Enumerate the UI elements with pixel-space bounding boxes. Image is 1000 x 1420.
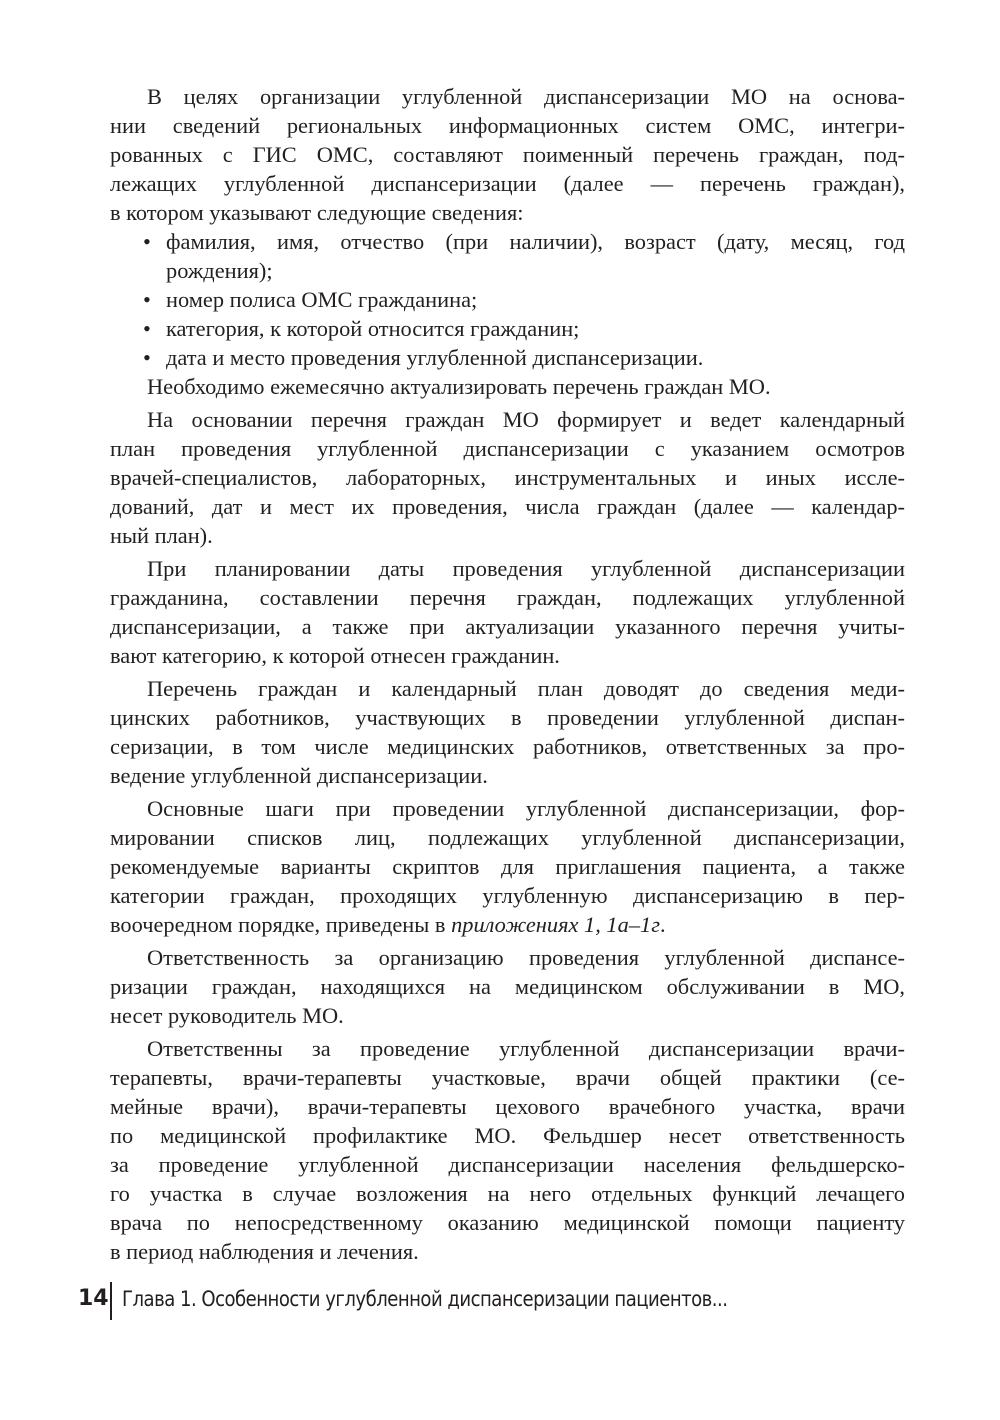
text-line: мировании списков лиц, подлежащих углубленной диспансеризации, [110, 825, 905, 850]
list-item [110, 314, 905, 343]
text-line: цинских работников, участвующих в проведении углубленной диспан- [110, 705, 905, 730]
text-line: ный план). [110, 523, 213, 548]
text-line: лежащих углубленной диспансеризации (далее — перечень граждан), [110, 171, 905, 196]
paragraph-calendar-plan [110, 405, 905, 550]
running-chapter-title: Глава 1. Особенности углубленной диспансеризации пациентов... [122, 1287, 728, 1311]
bullet-text: категория, к которой относится гражданин; [166, 316, 580, 341]
paragraph-intro [110, 82, 905, 227]
text-line: Основные шаги при проведении углубленной диспансеризации, фор- [147, 796, 905, 821]
bullet-line [110, 227, 905, 256]
paragraph-informing [110, 674, 905, 790]
footer-divider [110, 1282, 112, 1320]
text-line: несет руководитель МО. [110, 1003, 344, 1028]
text-line: В целях организации углубленной диспансеризации МО на основа- [147, 84, 905, 109]
text-line: врача по непосредственному оказанию медицинской помощи пациенту [110, 1210, 905, 1235]
text-line: Перечень граждан и календарный план доводят до сведения меди- [147, 676, 905, 701]
bullet-line [110, 285, 905, 314]
text-line: категории граждан, проходящих углубленную диспансеризацию в пер- [110, 883, 905, 908]
text-line: нии сведений региональных информационных систем ОМС, интегри- [110, 113, 905, 138]
text-line: в котором указывают следующие сведения: [110, 200, 524, 225]
list-item [110, 343, 905, 372]
bullet-line [110, 343, 905, 372]
paragraph-planning [110, 554, 905, 670]
text-fragment: воочередном порядке, приведены в [110, 912, 452, 937]
bullet-text: дата и место проведения углубленной диспансеризации. [166, 345, 704, 370]
bullet-marker: • [143, 345, 151, 370]
text-line: Ответственность за организацию проведения углубленной диспансе- [147, 945, 905, 970]
text-line: ведение углубленной диспансеризации. [110, 763, 488, 788]
bullet-marker: • [143, 316, 151, 341]
text-line: диспансеризации, а также при актуализации указанного перечня учиты- [110, 614, 905, 639]
paragraph-responsibility [110, 943, 905, 1030]
bullet-line [110, 314, 905, 343]
appendix-reference: приложениях 1, 1а–1г [451, 912, 660, 937]
bullet-list [110, 227, 905, 372]
bullet-marker: • [143, 287, 151, 312]
list-item [110, 285, 905, 314]
text-line: серизации, в том числе медицинских работников, ответственных за про- [110, 734, 905, 759]
text-line: рованных с ГИС ОМС, составляют поименный перечень граждан, под- [110, 142, 905, 167]
text-line: по медицинской профилактике МО. Фельдшер несет ответственность [110, 1123, 905, 1148]
page-body-text [110, 82, 905, 1266]
paragraph-responsible-doctors [110, 1034, 905, 1266]
text-line: При планировании даты проведения углубленной диспансеризации [147, 556, 905, 581]
text-line: врачей-специалистов, лабораторных, инструментальных и иных иссле- [110, 465, 905, 490]
text-line: рекомендуемые варианты скриптов для приглашения пациента, а также [110, 854, 905, 879]
page-number: 14 [78, 1286, 109, 1311]
text-line: терапевты, врачи-терапевты участковые, врачи общей практики (се- [110, 1065, 905, 1090]
text-line: ризации граждан, находящихся на медицинском обслуживании в МО, [110, 974, 905, 999]
bullet-text: номер полиса ОМС гражданина; [166, 287, 478, 312]
text-line: На основании перечня граждан МО формирует и ведет календарный [147, 407, 905, 432]
text-line: за проведение углубленной диспансеризации населения фельдшерско- [110, 1152, 905, 1177]
bullet-text-continuation: рождения); [166, 258, 273, 283]
text-line: мейные врачи), врачи-терапевты цехового врачебного участка, врачи [110, 1094, 905, 1119]
text-line [110, 910, 905, 939]
text-line: Ответственны за проведение углубленной диспансеризации врачи- [147, 1036, 905, 1061]
text-line: дований, дат и мест их проведения, числа граждан (далее — календар- [110, 494, 905, 519]
text-line: го участка в случае возложения на него отдельных функций лечащего [110, 1181, 905, 1206]
text-fragment: . [659, 912, 666, 937]
bullet-text: фамилия, имя, отчество (при наличии), возраст (дату, месяц, год [166, 229, 905, 254]
bullet-marker: • [143, 229, 151, 254]
paragraph-main-steps [110, 794, 905, 939]
text-line: гражданина, составлении перечня граждан, подлежащих углубленной [110, 585, 905, 610]
list-item [110, 227, 905, 285]
text-line: план проведения углубленной диспансеризации с указанием осмотров [110, 436, 905, 461]
text-line: вают категорию, к которой отнесен гражданин. [110, 643, 560, 668]
text-line: в период наблюдения и лечения. [110, 1239, 419, 1264]
paragraph-update [110, 372, 905, 401]
text-line: Необходимо ежемесячно актуализировать перечень граждан МО. [147, 374, 771, 399]
